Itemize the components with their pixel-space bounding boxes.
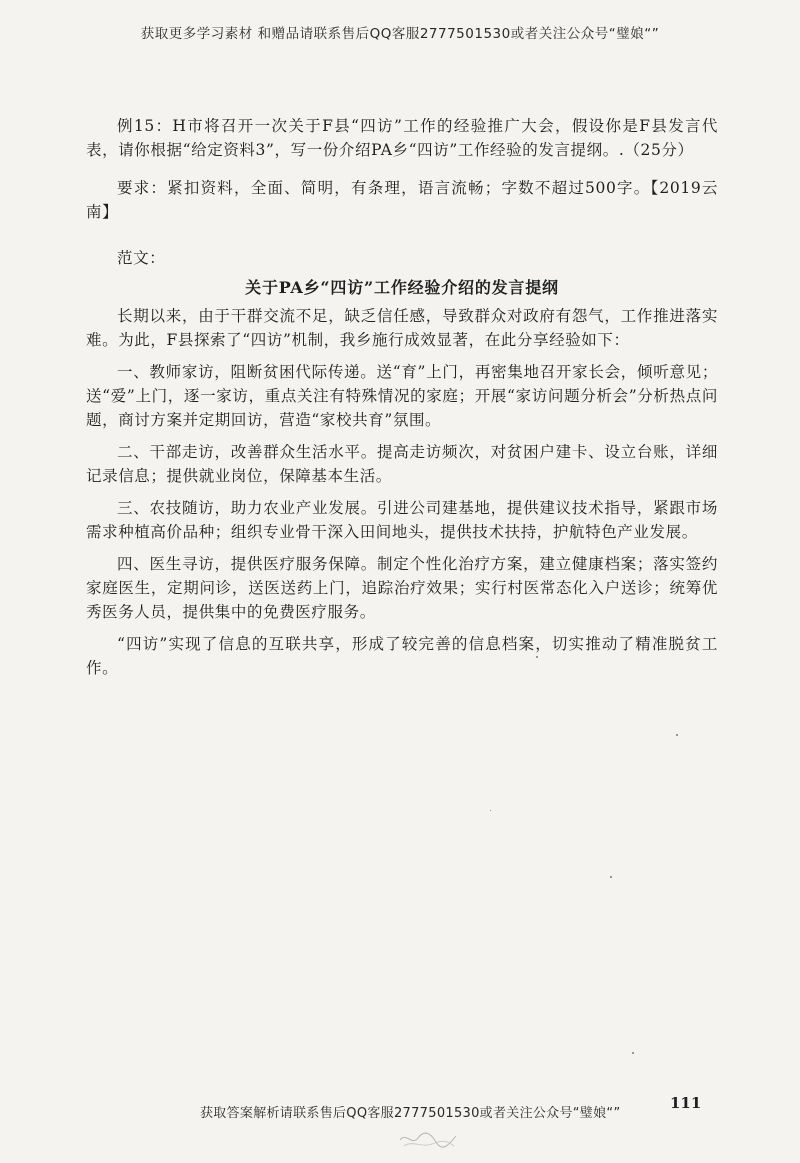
essay-body <box>86 304 718 680</box>
essay-paragraph-agri-visit: 三、农技随访，助力农业产业发展。引进公司建基地，提供建议技术指导，紧跟市场需求种植高价品种；组织专业骨干深入田间地头，提供技术扶持，护航特色产业发展。 <box>86 499 718 541</box>
scan-speck <box>676 734 678 736</box>
scan-speck <box>610 876 612 878</box>
main-content <box>86 114 718 688</box>
essay-paragraph-cadre-visit: 二、干部走访，改善群众生活水平。提高走访频次，对贫困户建卡、设立台账，详细记录信息；提供就业岗位，保障基本生活。 <box>86 443 718 485</box>
scan-speck <box>536 656 538 658</box>
essay-paragraph-doctor-visit: 四、医生寻访，提供医疗服务保障。制定个性化治疗方案，建立健康档案；落实签约家庭医生，定期问诊，送医送药上门，追踪治疗效果；实行村医常态化入户送诊；统筹优秀医务人员，提供集中的免费医疗服务。 <box>86 555 718 621</box>
page-number: 111 <box>670 1094 702 1112</box>
scan-speck <box>632 1052 634 1054</box>
essay-paragraph-intro: 长期以来，由于干群交流不足，缺乏信任感，导致群众对政府有怨气，工作推进落实难。为此，F县探索了“四访”机制，我乡施行成效显著，在此分享经验如下： <box>86 307 718 349</box>
footer-promo-note: 获取答案解析请联系售后QQ客服2777501530或者关注公众号“璧娘“” <box>200 1106 621 1121</box>
essay-label: 范文： <box>117 249 166 267</box>
essay-paragraph-conclusion: “四访”实现了信息的互联共享，形成了较完善的信息档案，切实推动了精准脱贫工作。 <box>86 635 718 677</box>
question-requirement: 要求：紧扣资料，全面、简明，有条理，语言流畅；字数不超过500字。【2019云南】 <box>86 179 718 221</box>
scribble-mark <box>398 1128 458 1150</box>
essay-title: 关于PA乡“四访”工作经验介绍的发言提纲 <box>245 278 559 297</box>
essay-paragraph-teacher-visit: 一、教师家访，阻断贫困代际传递。送“育”上门，再密集地召开家长会，倾听意见；送“爱”上门，逐一家访，重点关注有特殊情况的家庭；开展“家访问题分析会”分析热点问题，商讨方案并定期回访，营造“家校共育”氛围。 <box>86 363 718 429</box>
header-promo-note: 获取更多学习素材 和赠品请联系售后QQ客服2777501530或者关注公众号“璧娘“” <box>140 26 660 42</box>
question-prompt: 例15：H市将召开一次关于F县“四访”工作的经验推广大会，假设你是F县发言代表，请你根据“给定资料3”，写一份介绍PA乡“四访”工作经验的发言提纲。.（25分） <box>86 117 718 159</box>
scan-speck <box>490 810 491 811</box>
